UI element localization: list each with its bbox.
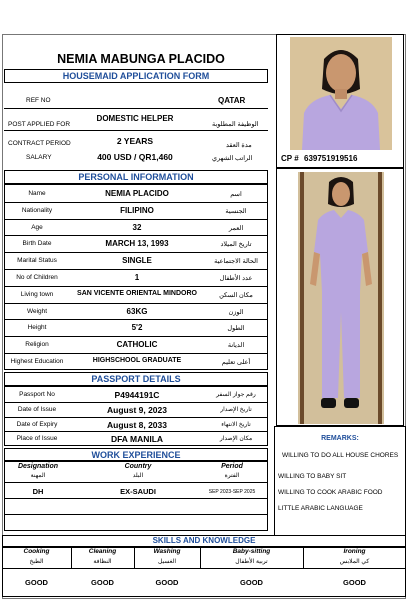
form-title: HOUSEMAID APPLICATION FORM [62, 71, 210, 81]
work-col-country-ar: البلد [132, 473, 144, 479]
work-title: WORK EXPERIENCE [91, 450, 181, 460]
passport-row-arabic: تاريخ الانتهاء [221, 421, 251, 428]
personal-row-arabic: اسم [230, 191, 242, 198]
personal-row-value: 5'2 [131, 323, 143, 333]
cp-number: 639751919516 [304, 154, 358, 163]
period-arabic: مدة العقد [226, 142, 252, 149]
skill-name: Ironing [343, 548, 366, 555]
passport-title: PASSPORT DETAILS [91, 374, 181, 384]
period-label: CONTRACT PERIOD [8, 140, 71, 147]
skill-level: GOOD [343, 578, 366, 587]
work-col-designation: Designation [17, 463, 59, 470]
remarks-title: REMARKS: [321, 435, 359, 442]
skill-level: GOOD [91, 578, 114, 587]
skill-name: Washing [153, 548, 181, 555]
personal-row-label: Nationality [21, 206, 53, 214]
personal-row-label: Weight [26, 307, 48, 315]
skill-arabic: تربية الأطفال [235, 559, 268, 565]
skill-level: GOOD [25, 578, 48, 587]
personal-row-value: CATHOLIC [116, 340, 158, 350]
passport-row-label: Passport No [19, 391, 55, 398]
skill-arabic: كي الملابس [339, 559, 370, 565]
work-designation: DH [32, 487, 44, 496]
remarks-box [274, 426, 406, 536]
period-value: 2 YEARS [116, 136, 154, 146]
remark-item: WILLING TO COOK ARABIC FOOD [278, 489, 383, 496]
personal-row-value: 1 [134, 273, 140, 282]
passport-row-label: Place of Issue [16, 435, 58, 443]
passport-row-value: August 9, 2023 [107, 404, 167, 415]
personal-row-arabic: عدد الأطفال [219, 275, 253, 282]
skill-level: GOOD [240, 578, 263, 587]
work-col-designation-ar: المهنة [30, 473, 46, 479]
passport-row-arabic: تاريخ الإصدار [220, 406, 252, 413]
passport-row-value: P4944191C [114, 390, 160, 400]
personal-row-label: Name [28, 190, 46, 197]
skill-arabic: الطبخ [29, 559, 44, 565]
personal-row-arabic: الحالة الاجتماعية [214, 258, 258, 266]
passport-row-value: DFA MANILA [110, 434, 164, 445]
skill-name: Cleaning [88, 548, 117, 555]
personal-row-label: Highest Education [10, 358, 64, 365]
personal-row-label: Marital Status [17, 257, 57, 265]
cp-label: CP # [281, 154, 299, 163]
post-label: POST APPLIED FOR [8, 121, 71, 128]
personal-row-arabic: تاريخ الميلاد [220, 241, 252, 249]
skill-level: GOOD [155, 578, 179, 587]
fullbody-photo [298, 172, 384, 424]
remark-item: LITTLE ARABIC LANGUAGE [278, 505, 363, 512]
remark-item: WILLING TO BABY SIT [278, 473, 347, 480]
passport-row-label: Date of Issue [17, 405, 57, 413]
work-col-country: Country [124, 463, 152, 470]
skills-title: SKILLS AND KNOWLEDGE [152, 536, 256, 545]
skill-name: Cooking [23, 548, 50, 555]
remark-item: WILLING TO DO ALL HOUSE CHORES [282, 452, 399, 459]
personal-row-arabic: الجنسية [225, 207, 247, 215]
personal-row-label: Height [27, 324, 47, 332]
personal-row-arabic: الطول [227, 325, 245, 333]
personal-row-label: Living town [20, 290, 54, 298]
personal-row-value: HIGHSCHOOL GRADUATE [92, 357, 182, 364]
skill-name: Baby-sitting [232, 548, 271, 555]
ref-value: QATAR [218, 96, 246, 105]
work-period: SEP 2023-SEP 2025 [208, 489, 256, 495]
post-arabic: الوظيفة المطلوبة [212, 121, 259, 128]
salary-label: SALARY [26, 154, 52, 161]
work-country: EX-SAUDI [120, 487, 156, 496]
ref-label: REF NO [26, 97, 51, 104]
passport-row-arabic: رقم جواز السفر [216, 392, 256, 398]
personal-row-arabic: مكان السكن [219, 291, 253, 299]
passport-row-value: August 8, 2033 [107, 419, 167, 430]
personal-row-arabic: أعلى تعليم [221, 359, 251, 366]
personal-row-value: SINGLE [122, 256, 152, 266]
personal-row-value: 32 [132, 222, 142, 232]
personal-row-label: Age [31, 223, 43, 231]
salary-arabic: الراتب الشهري [212, 155, 253, 162]
passport-row-arabic: مكان الإصدار [219, 436, 253, 443]
personal-row-arabic: الديانة [227, 342, 245, 350]
passport-row-label: Date of Expiry [16, 420, 58, 428]
salary-value: 400 USD / QR1,460 [97, 152, 173, 162]
personal-row-label: No of Children [16, 274, 58, 281]
skill-arabic: النظافة [93, 559, 112, 565]
work-col-period-ar: الفترة [224, 473, 240, 479]
personal-row-arabic: العمر [228, 224, 244, 232]
personal-row-arabic: الوزن [228, 308, 244, 316]
personal-title: PERSONAL INFORMATION [78, 172, 194, 182]
personal-row-value: NEMIA PLACIDO [105, 189, 169, 198]
work-col-period: Period [221, 463, 243, 470]
post-value: DOMESTIC HELPER [96, 114, 174, 123]
skill-arabic: الغسيل [157, 559, 177, 565]
personal-row-label: Birth Date [22, 240, 52, 248]
headshot-photo [290, 37, 392, 150]
personal-row-value: FILIPINO [120, 205, 154, 215]
personal-row-value: SAN VICENTE ORIENTAL MINDORO [77, 289, 197, 297]
personal-row-value: 63KG [126, 306, 148, 316]
personal-row-value: MARCH 13, 1993 [105, 239, 169, 249]
applicant-name-title: NEMIA MABUNGA PLACIDO [57, 52, 225, 66]
personal-row-label: Religion [25, 341, 49, 349]
